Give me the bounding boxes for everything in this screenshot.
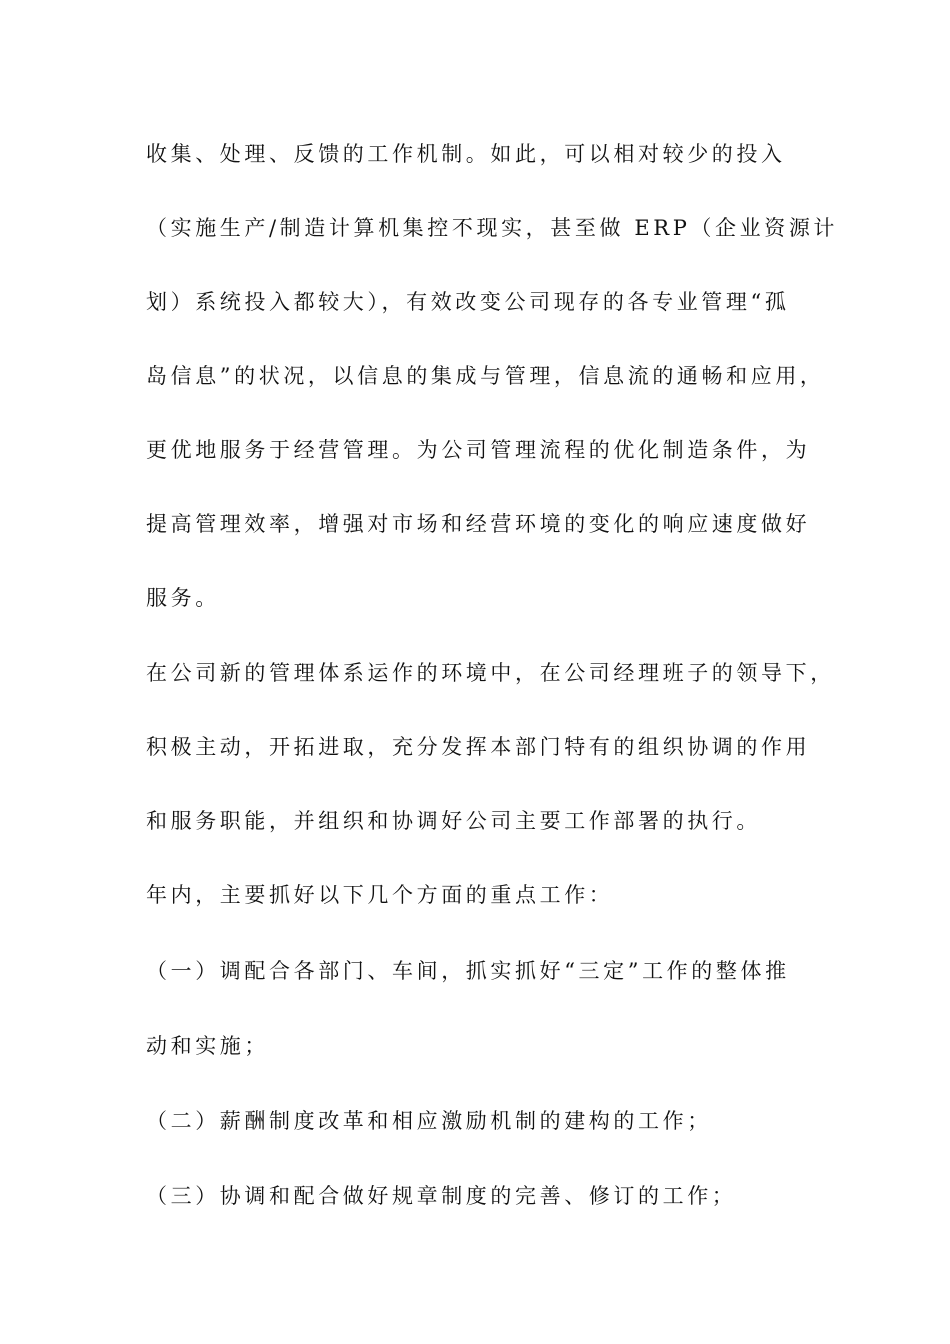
text-line: 收集、处理、反馈的工作机制。如此，可以相对较少的投入 [146,142,786,166]
text-line: 更优地服务于经营管理。为公司管理流程的优化制造条件，为 [146,438,811,462]
text-line: 岛信息”的状况，以信息的集成与管理，信息流的通畅和应用， [146,364,825,388]
text-line: 积极主动，开拓进取，充分发挥本部门特有的组织协调的作用 [146,735,811,759]
text-line: 划）系统投入都较大），有效改变公司现存的各专业管理“孤 [146,290,790,314]
text-line: （三）协调和配合做好规章制度的完善、修订的工作； [146,1184,737,1208]
text-line: （一）调配合各部门、车间，抓实抓好“三定”工作的整体推 [146,959,790,983]
text-line: （实施生产/制造计算机集控不现实，甚至做 ERP（企业资源计 [146,216,839,240]
text-line: 年内，主要抓好以下几个方面的重点工作： [146,883,614,907]
text-line: 提高管理效率，增强对市场和经营环境的变化的响应速度做好 [146,512,811,536]
text-line: （二）薪酬制度改革和相应激励机制的建构的工作； [146,1109,712,1133]
text-line: 动和实施； [146,1034,269,1058]
text-line: 服务。 [146,586,220,610]
text-line: 和服务职能，并组织和协调好公司主要工作部署的执行。 [146,809,761,833]
text-line: 在公司新的管理体系运作的环境中，在公司经理班子的领导下， [146,661,835,685]
